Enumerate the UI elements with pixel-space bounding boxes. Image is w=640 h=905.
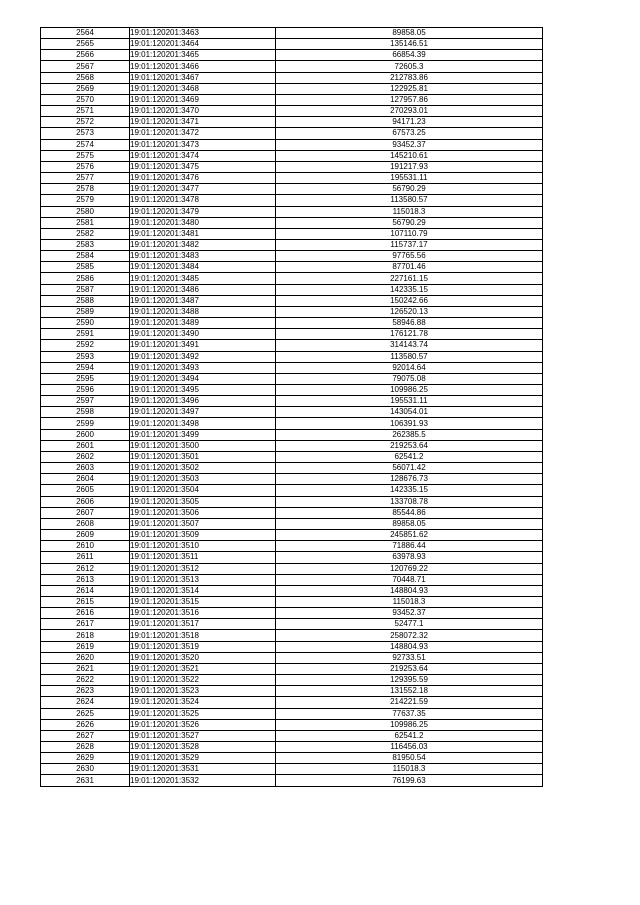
- value-cell: 109986.25: [276, 719, 543, 730]
- value-cell: 145210.61: [276, 150, 543, 161]
- value-cell: 89858.05: [276, 518, 543, 529]
- table-row: [41, 429, 543, 440]
- row-number-cell: 2566: [41, 50, 130, 61]
- table-row: [41, 764, 543, 775]
- value-cell: 219253.64: [276, 663, 543, 674]
- value-cell: 79075.08: [276, 373, 543, 384]
- table-row: [41, 50, 543, 61]
- table-row: [41, 697, 543, 708]
- value-cell: 76199.63: [276, 775, 543, 786]
- row-number-cell: 2620: [41, 652, 130, 663]
- row-number-cell: 2602: [41, 451, 130, 462]
- cadastral-number-cell: 19:01:120201:3485: [130, 273, 276, 284]
- cadastral-number-cell: 19:01:120201:3495: [130, 385, 276, 396]
- row-number-cell: 2576: [41, 161, 130, 172]
- cadastral-number-cell: 19:01:120201:3515: [130, 596, 276, 607]
- table-row: [41, 563, 543, 574]
- table-row: [41, 195, 543, 206]
- cadastral-number-cell: 19:01:120201:3519: [130, 641, 276, 652]
- cadastral-number-cell: 19:01:120201:3517: [130, 619, 276, 630]
- cadastral-number-cell: 19:01:120201:3527: [130, 730, 276, 741]
- value-cell: 195531.11: [276, 173, 543, 184]
- cadastral-number-cell: 19:01:120201:3526: [130, 719, 276, 730]
- row-number-cell: 2588: [41, 295, 130, 306]
- table-row: [41, 385, 543, 396]
- value-cell: 56071.42: [276, 463, 543, 474]
- cadastral-number-cell: 19:01:120201:3484: [130, 262, 276, 273]
- cadastral-number-cell: 19:01:120201:3480: [130, 217, 276, 228]
- table-row: [41, 273, 543, 284]
- cadastral-number-cell: 19:01:120201:3516: [130, 608, 276, 619]
- row-number-cell: 2570: [41, 94, 130, 105]
- value-cell: 212783.86: [276, 72, 543, 83]
- table-row: [41, 318, 543, 329]
- row-number-cell: 2605: [41, 485, 130, 496]
- value-cell: 191217.93: [276, 161, 543, 172]
- row-number-cell: 2606: [41, 496, 130, 507]
- cadastral-number-cell: 19:01:120201:3532: [130, 775, 276, 786]
- value-cell: 142335.15: [276, 284, 543, 295]
- value-cell: 67573.25: [276, 128, 543, 139]
- value-cell: 115018.3: [276, 596, 543, 607]
- row-number-cell: 2621: [41, 663, 130, 674]
- row-number-cell: 2577: [41, 173, 130, 184]
- row-number-cell: 2612: [41, 563, 130, 574]
- cadastral-number-cell: 19:01:120201:3463: [130, 28, 276, 39]
- table-row: [41, 139, 543, 150]
- value-cell: 195531.11: [276, 396, 543, 407]
- table-row: [41, 161, 543, 172]
- row-number-cell: 2622: [41, 675, 130, 686]
- value-cell: 56790.29: [276, 184, 543, 195]
- cadastral-number-cell: 19:01:120201:3506: [130, 507, 276, 518]
- value-cell: 72605.3: [276, 61, 543, 72]
- cadastral-number-cell: 19:01:120201:3473: [130, 139, 276, 150]
- cadastral-number-cell: 19:01:120201:3509: [130, 530, 276, 541]
- row-number-cell: 2582: [41, 228, 130, 239]
- row-number-cell: 2584: [41, 251, 130, 262]
- value-cell: 270293.01: [276, 106, 543, 117]
- row-number-cell: 2611: [41, 552, 130, 563]
- cadastral-number-cell: 19:01:120201:3523: [130, 686, 276, 697]
- table-row: [41, 128, 543, 139]
- table-row: [41, 708, 543, 719]
- cadastral-number-cell: 19:01:120201:3510: [130, 541, 276, 552]
- row-number-cell: 2568: [41, 72, 130, 83]
- row-number-cell: 2607: [41, 507, 130, 518]
- cadastral-number-cell: 19:01:120201:3518: [130, 630, 276, 641]
- row-number-cell: 2578: [41, 184, 130, 195]
- row-number-cell: 2596: [41, 385, 130, 396]
- cadastral-number-cell: 19:01:120201:3501: [130, 451, 276, 462]
- table-row: [41, 541, 543, 552]
- table-row: [41, 496, 543, 507]
- table-row: [41, 351, 543, 362]
- row-number-cell: 2593: [41, 351, 130, 362]
- cadastral-number-cell: 19:01:120201:3498: [130, 418, 276, 429]
- value-cell: 115018.3: [276, 764, 543, 775]
- value-cell: 94171.23: [276, 117, 543, 128]
- cadastral-number-cell: 19:01:120201:3474: [130, 150, 276, 161]
- table-row: [41, 340, 543, 351]
- table-row: [41, 552, 543, 563]
- value-cell: 92014.64: [276, 362, 543, 373]
- row-number-cell: 2615: [41, 596, 130, 607]
- cadastral-number-cell: 19:01:120201:3465: [130, 50, 276, 61]
- row-number-cell: 2627: [41, 730, 130, 741]
- table-row: [41, 262, 543, 273]
- value-cell: 122925.81: [276, 83, 543, 94]
- table-row: [41, 418, 543, 429]
- row-number-cell: 2628: [41, 742, 130, 753]
- row-number-cell: 2631: [41, 775, 130, 786]
- table-row: [41, 775, 543, 786]
- row-number-cell: 2565: [41, 39, 130, 50]
- table-row: [41, 596, 543, 607]
- table-row: [41, 150, 543, 161]
- row-number-cell: 2623: [41, 686, 130, 697]
- table-row: [41, 451, 543, 462]
- cadastral-number-cell: 19:01:120201:3478: [130, 195, 276, 206]
- value-cell: 214221.59: [276, 697, 543, 708]
- table-row: [41, 306, 543, 317]
- cadastral-number-cell: 19:01:120201:3483: [130, 251, 276, 262]
- value-cell: 62541.2: [276, 451, 543, 462]
- table-row: [41, 530, 543, 541]
- row-number-cell: 2599: [41, 418, 130, 429]
- value-cell: 93452.37: [276, 139, 543, 150]
- value-cell: 66854.39: [276, 50, 543, 61]
- table-row: [41, 407, 543, 418]
- row-number-cell: 2613: [41, 574, 130, 585]
- cadastral-number-cell: 19:01:120201:3489: [130, 318, 276, 329]
- row-number-cell: 2616: [41, 608, 130, 619]
- cadastral-number-cell: 19:01:120201:3466: [130, 61, 276, 72]
- row-number-cell: 2567: [41, 61, 130, 72]
- row-number-cell: 2589: [41, 306, 130, 317]
- value-cell: 109986.25: [276, 385, 543, 396]
- row-number-cell: 2583: [41, 239, 130, 250]
- value-cell: 133708.78: [276, 496, 543, 507]
- value-cell: 176121.78: [276, 329, 543, 340]
- cadastral-number-cell: 19:01:120201:3464: [130, 39, 276, 50]
- cadastral-number-cell: 19:01:120201:3471: [130, 117, 276, 128]
- cadastral-number-cell: 19:01:120201:3528: [130, 742, 276, 753]
- value-cell: 89858.05: [276, 28, 543, 39]
- value-cell: 87701.46: [276, 262, 543, 273]
- table-row: [41, 474, 543, 485]
- table-row: [41, 94, 543, 105]
- table-row: [41, 239, 543, 250]
- row-number-cell: 2569: [41, 83, 130, 94]
- table-row: [41, 184, 543, 195]
- row-number-cell: 2579: [41, 195, 130, 206]
- cadastral-number-cell: 19:01:120201:3500: [130, 440, 276, 451]
- row-number-cell: 2572: [41, 117, 130, 128]
- table-row: [41, 117, 543, 128]
- cadastral-number-cell: 19:01:120201:3512: [130, 563, 276, 574]
- table-row: [41, 284, 543, 295]
- cadastral-number-cell: 19:01:120201:3496: [130, 396, 276, 407]
- table-row: [41, 675, 543, 686]
- value-cell: 262385.5: [276, 429, 543, 440]
- value-cell: 92733.51: [276, 652, 543, 663]
- value-cell: 258072.32: [276, 630, 543, 641]
- table-row: [41, 518, 543, 529]
- table-row: [41, 440, 543, 451]
- value-cell: 150242.66: [276, 295, 543, 306]
- value-cell: 148804.93: [276, 641, 543, 652]
- row-number-cell: 2575: [41, 150, 130, 161]
- table-row: [41, 507, 543, 518]
- value-cell: 129395.59: [276, 675, 543, 686]
- cadastral-number-cell: 19:01:120201:3475: [130, 161, 276, 172]
- row-number-cell: 2580: [41, 206, 130, 217]
- row-number-cell: 2595: [41, 373, 130, 384]
- cadastral-number-cell: 19:01:120201:3499: [130, 429, 276, 440]
- data-table: [40, 27, 543, 787]
- row-number-cell: 2618: [41, 630, 130, 641]
- table-row: [41, 28, 543, 39]
- cadastral-number-cell: 19:01:120201:3521: [130, 663, 276, 674]
- row-number-cell: 2626: [41, 719, 130, 730]
- row-number-cell: 2603: [41, 463, 130, 474]
- value-cell: 245851.62: [276, 530, 543, 541]
- value-cell: 314143.74: [276, 340, 543, 351]
- table-row: [41, 396, 543, 407]
- value-cell: 71886.44: [276, 541, 543, 552]
- row-number-cell: 2590: [41, 318, 130, 329]
- row-number-cell: 2598: [41, 407, 130, 418]
- cadastral-number-cell: 19:01:120201:3525: [130, 708, 276, 719]
- value-cell: 143054.01: [276, 407, 543, 418]
- value-cell: 58946.88: [276, 318, 543, 329]
- value-cell: 115018.3: [276, 206, 543, 217]
- table-row: [41, 463, 543, 474]
- value-cell: 97765.56: [276, 251, 543, 262]
- cadastral-number-cell: 19:01:120201:3513: [130, 574, 276, 585]
- row-number-cell: 2629: [41, 753, 130, 764]
- value-cell: 116456.03: [276, 742, 543, 753]
- value-cell: 70448.71: [276, 574, 543, 585]
- value-cell: 115737.17: [276, 239, 543, 250]
- value-cell: 148804.93: [276, 585, 543, 596]
- table-row: [41, 295, 543, 306]
- table-row: [41, 228, 543, 239]
- table-row: [41, 217, 543, 228]
- cadastral-number-cell: 19:01:120201:3467: [130, 72, 276, 83]
- table-row: [41, 585, 543, 596]
- table-row: [41, 72, 543, 83]
- value-cell: 107110.79: [276, 228, 543, 239]
- table-row: [41, 630, 543, 641]
- cadastral-number-cell: 19:01:120201:3507: [130, 518, 276, 529]
- row-number-cell: 2630: [41, 764, 130, 775]
- table-row: [41, 329, 543, 340]
- table-row: [41, 619, 543, 630]
- cadastral-number-cell: 19:01:120201:3502: [130, 463, 276, 474]
- cadastral-number-cell: 19:01:120201:3476: [130, 173, 276, 184]
- cadastral-number-cell: 19:01:120201:3493: [130, 362, 276, 373]
- table-row: [41, 173, 543, 184]
- row-number-cell: 2581: [41, 217, 130, 228]
- table-row: [41, 730, 543, 741]
- table-row: [41, 641, 543, 652]
- table-body: [41, 28, 543, 787]
- cadastral-number-cell: 19:01:120201:3492: [130, 351, 276, 362]
- cadastral-number-cell: 19:01:120201:3486: [130, 284, 276, 295]
- cadastral-number-cell: 19:01:120201:3469: [130, 94, 276, 105]
- value-cell: 106391.93: [276, 418, 543, 429]
- row-number-cell: 2571: [41, 106, 130, 117]
- cadastral-number-cell: 19:01:120201:3482: [130, 239, 276, 250]
- value-cell: 85544.86: [276, 507, 543, 518]
- value-cell: 131552.18: [276, 686, 543, 697]
- value-cell: 113580.57: [276, 195, 543, 206]
- table-row: [41, 61, 543, 72]
- table-row: [41, 83, 543, 94]
- row-number-cell: 2609: [41, 530, 130, 541]
- value-cell: 93452.37: [276, 608, 543, 619]
- value-cell: 135146.51: [276, 39, 543, 50]
- row-number-cell: 2591: [41, 329, 130, 340]
- table-row: [41, 663, 543, 674]
- cadastral-number-cell: 19:01:120201:3491: [130, 340, 276, 351]
- value-cell: 62541.2: [276, 730, 543, 741]
- row-number-cell: 2574: [41, 139, 130, 150]
- row-number-cell: 2608: [41, 518, 130, 529]
- row-number-cell: 2592: [41, 340, 130, 351]
- value-cell: 127957.86: [276, 94, 543, 105]
- row-number-cell: 2619: [41, 641, 130, 652]
- cadastral-number-cell: 19:01:120201:3488: [130, 306, 276, 317]
- table-row: [41, 362, 543, 373]
- table-row: [41, 686, 543, 697]
- cadastral-number-cell: 19:01:120201:3514: [130, 585, 276, 596]
- cadastral-number-cell: 19:01:120201:3531: [130, 764, 276, 775]
- cadastral-number-cell: 19:01:120201:3472: [130, 128, 276, 139]
- cadastral-number-cell: 19:01:120201:3529: [130, 753, 276, 764]
- cadastral-number-cell: 19:01:120201:3470: [130, 106, 276, 117]
- value-cell: 120769.22: [276, 563, 543, 574]
- value-cell: 227161.15: [276, 273, 543, 284]
- cadastral-number-cell: 19:01:120201:3477: [130, 184, 276, 195]
- value-cell: 219253.64: [276, 440, 543, 451]
- value-cell: 52477.1: [276, 619, 543, 630]
- cadastral-number-cell: 19:01:120201:3490: [130, 329, 276, 340]
- row-number-cell: 2625: [41, 708, 130, 719]
- row-number-cell: 2610: [41, 541, 130, 552]
- table-row: [41, 206, 543, 217]
- table-row: [41, 753, 543, 764]
- row-number-cell: 2586: [41, 273, 130, 284]
- table-row: [41, 39, 543, 50]
- table-row: [41, 652, 543, 663]
- table-row: [41, 608, 543, 619]
- value-cell: 77637.35: [276, 708, 543, 719]
- table-row: [41, 574, 543, 585]
- cadastral-number-cell: 19:01:120201:3481: [130, 228, 276, 239]
- cadastral-number-cell: 19:01:120201:3479: [130, 206, 276, 217]
- row-number-cell: 2564: [41, 28, 130, 39]
- row-number-cell: 2617: [41, 619, 130, 630]
- row-number-cell: 2594: [41, 362, 130, 373]
- row-number-cell: 2597: [41, 396, 130, 407]
- cadastral-number-cell: 19:01:120201:3505: [130, 496, 276, 507]
- cadastral-number-cell: 19:01:120201:3520: [130, 652, 276, 663]
- cadastral-number-cell: 19:01:120201:3497: [130, 407, 276, 418]
- value-cell: 56790.29: [276, 217, 543, 228]
- value-cell: 81950.54: [276, 753, 543, 764]
- cadastral-number-cell: 19:01:120201:3487: [130, 295, 276, 306]
- value-cell: 63978.93: [276, 552, 543, 563]
- row-number-cell: 2604: [41, 474, 130, 485]
- row-number-cell: 2573: [41, 128, 130, 139]
- value-cell: 113580.57: [276, 351, 543, 362]
- value-cell: 142335.15: [276, 485, 543, 496]
- value-cell: 126520.13: [276, 306, 543, 317]
- cadastral-number-cell: 19:01:120201:3503: [130, 474, 276, 485]
- cadastral-number-cell: 19:01:120201:3504: [130, 485, 276, 496]
- cadastral-number-cell: 19:01:120201:3522: [130, 675, 276, 686]
- table-row: [41, 373, 543, 384]
- row-number-cell: 2601: [41, 440, 130, 451]
- cadastral-number-cell: 19:01:120201:3511: [130, 552, 276, 563]
- cadastral-number-cell: 19:01:120201:3524: [130, 697, 276, 708]
- table-row: [41, 719, 543, 730]
- row-number-cell: 2624: [41, 697, 130, 708]
- row-number-cell: 2614: [41, 585, 130, 596]
- value-cell: 128676.73: [276, 474, 543, 485]
- cadastral-number-cell: 19:01:120201:3494: [130, 373, 276, 384]
- row-number-cell: 2587: [41, 284, 130, 295]
- cadastral-number-cell: 19:01:120201:3468: [130, 83, 276, 94]
- row-number-cell: 2585: [41, 262, 130, 273]
- row-number-cell: 2600: [41, 429, 130, 440]
- table-row: [41, 485, 543, 496]
- table-row: [41, 106, 543, 117]
- table-row: [41, 742, 543, 753]
- table-row: [41, 251, 543, 262]
